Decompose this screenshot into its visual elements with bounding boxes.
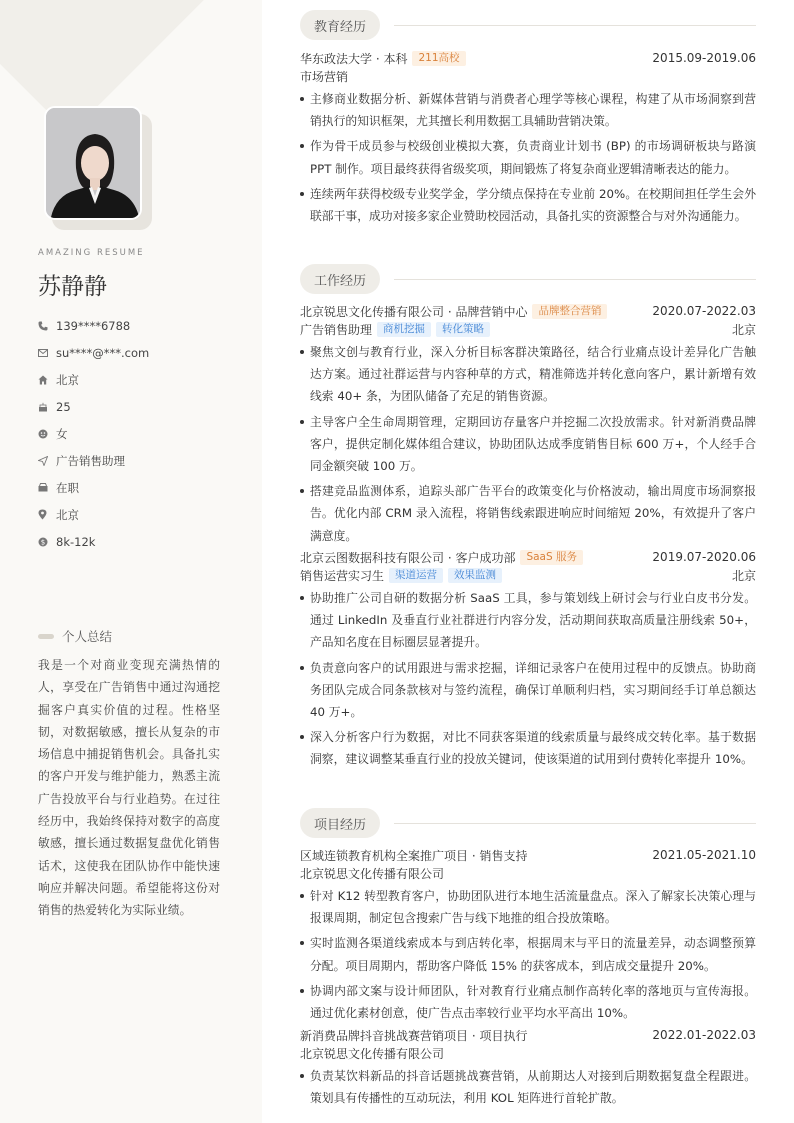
bullet-item: 作为骨干成员参与校级创业模拟大赛，负责商业计划书 (BP) 的市场调研板块与路演 PPT 制作。项目最终获得省级奖项，期间锻炼了将复杂商业逻辑清晰表达的能力。 bbox=[300, 135, 756, 179]
company-name: 北京锐思文化传播有限公司 · 品牌营销中心 bbox=[300, 304, 528, 319]
candidate-name: 苏静静 bbox=[38, 274, 107, 300]
divider bbox=[394, 25, 756, 26]
bullet-item: 实时监测各渠道线索成本与到店转化率，根据周末与平日的流量差异，动态调整预算分配。项目周期内，帮助客户降低 15% 的获客成本，到店成交量提升 20%。 bbox=[300, 932, 756, 976]
skill-tag: 效果监测 bbox=[448, 568, 502, 583]
project-bullets bbox=[300, 885, 756, 1024]
job-role: 广告销售助理 bbox=[300, 322, 373, 337]
skill-tag: 转化策略 bbox=[436, 322, 490, 337]
school-name: 华东政法大学 · 本科 bbox=[300, 51, 408, 66]
info-text: 25 bbox=[56, 399, 71, 414]
info-target-role bbox=[38, 447, 149, 474]
bullet-item: 负责某饮料新品的抖音话题挑战赛营销，从前期达人对接到后期数据复盘全程跟进。策划具有传播性的互动玩法，利用 KOL 矩阵进行首轮扩散。 bbox=[300, 1065, 756, 1109]
work-entry bbox=[300, 302, 756, 547]
avatar bbox=[44, 106, 142, 220]
section-marker bbox=[38, 634, 54, 639]
info-text: 139****6788 bbox=[56, 318, 131, 333]
job-city: 北京 bbox=[731, 568, 756, 583]
divider bbox=[394, 823, 756, 824]
summary-header bbox=[38, 627, 112, 645]
job-bullets bbox=[300, 341, 756, 547]
education-section-header bbox=[300, 10, 756, 40]
inbox-icon bbox=[38, 483, 56, 492]
section-title: 工作经历 bbox=[300, 264, 380, 294]
bullet-item: 主修商业数据分析、新媒体营销与消费者心理学等核心课程，构建了从市场洞察到营销执行的知识框架，尤其擅长利用数据工具辅助营销决策。 bbox=[300, 88, 756, 132]
job-role: 销售运营实习生 bbox=[300, 568, 385, 583]
svg-text:$: $ bbox=[40, 538, 46, 546]
education-entry bbox=[300, 49, 756, 227]
info-email bbox=[38, 339, 149, 366]
info-text: 女 bbox=[56, 426, 68, 441]
job-date: 2019.07-2020.06 bbox=[652, 550, 756, 564]
resume-tagline: AMAZING RESUME bbox=[38, 248, 145, 258]
major: 市场营销 bbox=[300, 69, 349, 84]
info-text: 在职 bbox=[56, 480, 79, 495]
send-icon bbox=[38, 456, 56, 466]
work-section-header bbox=[300, 264, 756, 294]
section-title: 项目经历 bbox=[300, 808, 380, 838]
contact-info-list bbox=[38, 312, 149, 555]
salary-icon bbox=[38, 537, 56, 547]
section-title: 教育经历 bbox=[300, 10, 380, 40]
home-icon bbox=[38, 375, 56, 385]
bullet-item: 针对 K12 转型教育客户，协助团队进行本地生活流量盘点。深入了解家长决策心理与报课周期，制定包含搜索广告与线下地推的组合投放策略。 bbox=[300, 885, 756, 929]
job-bullets bbox=[300, 587, 756, 771]
info-text: 广告销售助理 bbox=[56, 453, 125, 468]
project-company: 北京锐思文化传播有限公司 bbox=[300, 1046, 445, 1061]
project-date: 2022.01-2022.03 bbox=[652, 1028, 756, 1042]
bullet-item: 深入分析客户行为数据，对比不同获客渠道的线索质量与最终成交转化率。基于数据洞察，建议调整某垂直行业的投放关键词，使该渠道的试用到付费转化率提升 10%。 bbox=[300, 726, 756, 770]
info-salary bbox=[38, 528, 149, 555]
project-entry bbox=[300, 846, 756, 1024]
bullet-item: 协助推广公司自研的数据分析 SaaS 工具，参与策划线上研讨会与行业白皮书分发。通过 LinkedIn 及垂直行业社群进行内容分发，活动期间获取高质量注册线索 50+，产品知名度在目标圈层显著提升。 bbox=[300, 587, 756, 654]
info-text: su****@***.com bbox=[56, 345, 150, 360]
bullet-item: 搭建竞品监测体系，追踪头部广告平台的政策变化与价格波动，输出周度市场洞察报告。优化内部 CRM 录入流程，将销售线索跟进响应时间缩短 20%，有效提升了客户满意度。 bbox=[300, 480, 756, 547]
info-gender bbox=[38, 420, 149, 447]
summary-text: 我是一个对商业变现充满热情的人，享受在广告销售中通过沟通挖掘客户真实价值的过程。性格坚韧，对数据敏感，擅长从复杂的市场信息中捕捉销售机会。具备扎实的客户开发与维护能力，熟悉主流广告投放平台与行业趋势。在过往经历中，我始终保持对数字的高度敏感，擅长通过数据复盘优化销售话术，这使我在团队协作中能快速响应并解决问题。希望能将这份对销售的热爱转化为实际业绩。 bbox=[38, 658, 220, 918]
company-tag: SaaS 服务 bbox=[520, 550, 583, 565]
projects-section-header bbox=[300, 808, 756, 838]
info-age bbox=[38, 393, 149, 420]
project-name: 新消费品牌抖音挑战赛营销项目 · 项目执行 bbox=[300, 1028, 528, 1043]
info-text: 北京 bbox=[56, 507, 79, 522]
info-text: 北京 bbox=[56, 372, 79, 387]
bullet-item: 连续两年获得校级专业奖学金，学分绩点保持在专业前 20%。在校期间担任学生会外联部干事，成功对接多家企业赞助校园活动，具备扎实的资源整合与对外沟通能力。 bbox=[300, 183, 756, 227]
info-target-city bbox=[38, 501, 149, 528]
project-company: 北京锐思文化传播有限公司 bbox=[300, 866, 445, 881]
company-name: 北京云图数据科技有限公司 · 客户成功部 bbox=[300, 550, 516, 565]
skill-tag: 商机挖掘 bbox=[377, 322, 431, 337]
project-entry bbox=[300, 1026, 756, 1109]
job-city: 北京 bbox=[731, 322, 756, 337]
project-bullets bbox=[300, 1065, 756, 1109]
info-phone bbox=[38, 312, 149, 339]
education-date: 2015.09-2019.06 bbox=[652, 51, 756, 65]
bullet-item: 协调内部文案与设计师团队，针对教育行业痛点制作高转化率的落地页与宣传海报。通过优化素材创意，使广告点击率较行业平均水平高出 10%。 bbox=[300, 980, 756, 1024]
info-status bbox=[38, 474, 149, 501]
phone-icon bbox=[38, 321, 56, 331]
gender-icon bbox=[38, 429, 56, 439]
skill-tag: 渠道运营 bbox=[389, 568, 443, 583]
location-icon bbox=[38, 509, 56, 520]
sidebar bbox=[0, 0, 262, 1123]
cake-icon bbox=[38, 402, 56, 412]
project-date: 2021.05-2021.10 bbox=[652, 848, 756, 862]
mail-icon bbox=[38, 349, 56, 357]
school-tag: 211高校 bbox=[412, 51, 465, 66]
bullet-item: 聚焦文创与教育行业，深入分析目标客群决策路径，结合行业痛点设计差异化广告触达方案。通过社群运营与内容种草的方式，精准筛选并转化意向客户，累计新增有效线索 40+ 条，为团队储备了充足的销售资源。 bbox=[300, 341, 756, 408]
bullet-item: 主导客户全生命周期管理，定期回访存量客户并挖掘二次投放需求。针对新消费品牌客户，提供定制化媒体组合建议，协助团队达成季度销售目标 600 万+，个人经手合同金额突破 100 万。 bbox=[300, 411, 756, 478]
summary-title: 个人总结 bbox=[62, 629, 113, 644]
profile-photo-frame bbox=[44, 106, 152, 230]
bullet-item: 负责意向客户的试用跟进与需求挖掘，详细记录客户在使用过程中的反馈点。协助商务团队完成合同条款核对与签约流程，确保订单顺利归档，实习期间经手订单总额达 40 万+。 bbox=[300, 657, 756, 724]
work-entry bbox=[300, 548, 756, 771]
divider bbox=[394, 279, 756, 280]
info-hometown bbox=[38, 366, 149, 393]
info-text: 8k-12k bbox=[56, 534, 96, 549]
education-bullets bbox=[300, 88, 756, 227]
company-tag: 品牌整合营销 bbox=[532, 304, 607, 319]
job-date: 2020.07-2022.03 bbox=[652, 304, 756, 318]
project-name: 区域连锁教育机构全案推广项目 · 销售支持 bbox=[300, 848, 528, 863]
